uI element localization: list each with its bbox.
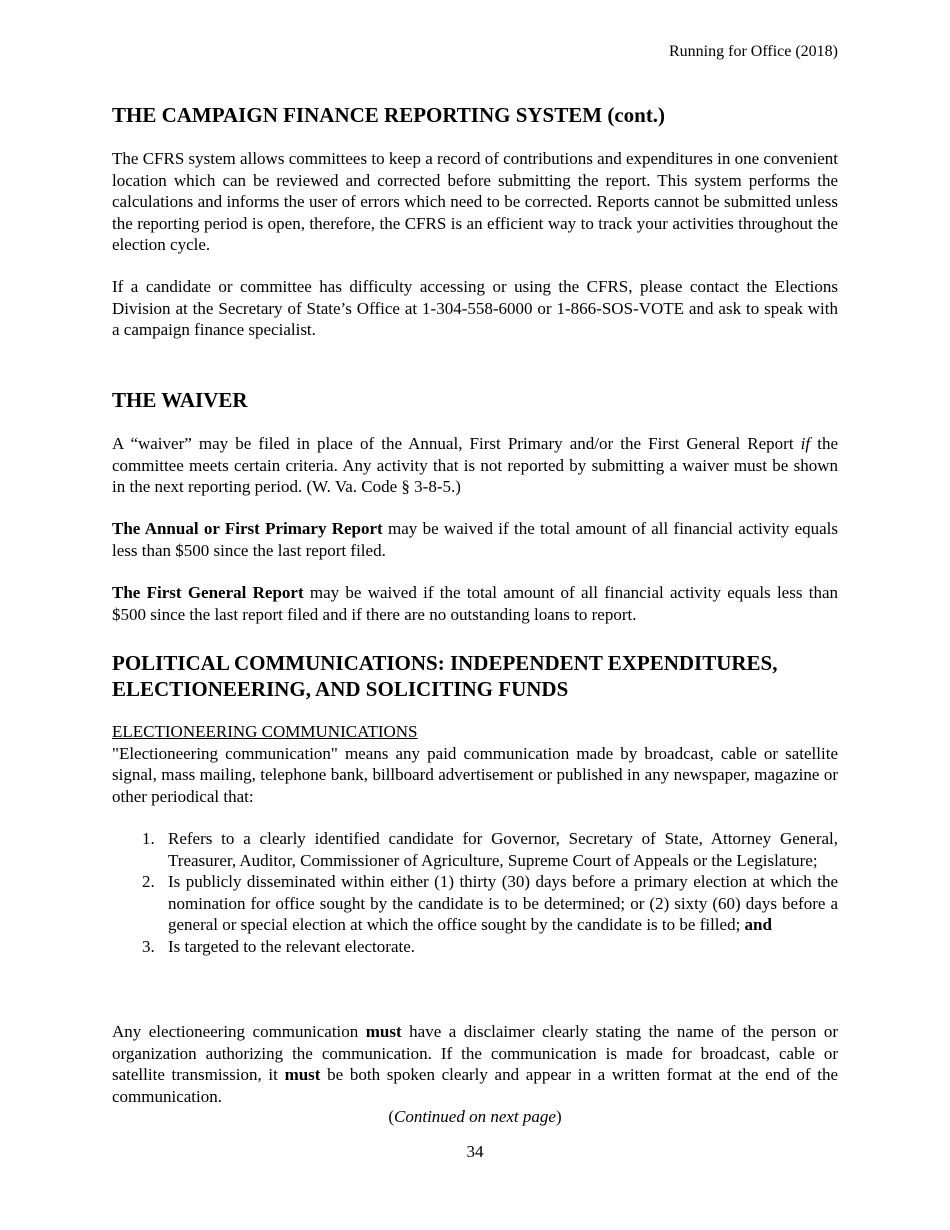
list-item-number: 1. bbox=[142, 829, 155, 848]
list-item-number: 3. bbox=[142, 936, 155, 956]
waiver-heading: THE WAIVER bbox=[112, 388, 248, 412]
disclaimer-paragraph bbox=[112, 1021, 838, 1107]
waiver-p1-text: A “waiver” may be filed in place of the Annual, First Primary and/or the First General Report bbox=[112, 434, 801, 453]
continued-note bbox=[112, 1106, 838, 1128]
continued-open-paren: ( bbox=[388, 1107, 395, 1126]
electioneering-intro: "Electioneering communication" means any paid communication made by broadcast, cable or satellite signal, mass mailing, telephone bank, billboard advertisement or published in any newspaper, magazine or other periodical that: bbox=[112, 743, 838, 806]
page-number: 34 bbox=[466, 1142, 484, 1161]
disclaimer-text-1: Any electioneering communication bbox=[112, 1022, 366, 1041]
cfrs-heading: THE CAMPAIGN FINANCE REPORTING SYSTEM (cont.) bbox=[112, 103, 666, 127]
political-heading bbox=[112, 650, 838, 702]
disclaimer-text-2: have a disclaimer clearly stating the name of the person or organization authorizing the communication. If the communication is made for broadcast, cable or satellite transmission, it bbox=[112, 1022, 838, 1084]
continued-text: Continued on next page bbox=[394, 1107, 556, 1126]
running-head: Running for Office (2018) bbox=[669, 43, 838, 60]
electioneering-block bbox=[112, 721, 838, 807]
waiver-p3-text: may be waived if the total amount of all financial activity equals less than $500 since the last report filed and if there are no outstanding loans to report. bbox=[112, 583, 838, 624]
waiver-p2-text: may be waived if the total amount of all financial activity equals less than $500 since the last report filed. bbox=[112, 519, 839, 560]
political-heading-line-1: POLITICAL COMMUNICATIONS: INDEPENDENT EXPENDITURES, bbox=[112, 651, 778, 675]
waiver-paragraph-3 bbox=[112, 582, 838, 625]
must-emphasis-1: must bbox=[365, 1022, 402, 1041]
list-item-bold-and: and bbox=[744, 915, 772, 934]
cfrs-paragraph-1: The CFRS system allows committees to keep a record of contributions and expenditures in one convenient location which can be reviewed and corrected before submitting the report. This system performs the calculations and informs the user of errors which need to be corrected. Reports cannot be submitted unless the reporting period is open, therefore, the CFRS is an efficient way to track your activities throughout the election cycle. bbox=[112, 149, 838, 254]
waiver-paragraph-1 bbox=[112, 433, 838, 498]
waiver-p1-if: if bbox=[800, 434, 811, 453]
waiver-p1-text-2: the committee meets certain criteria. Any activity that is not reported by submitting a waiver must be shown in the next reporting period. (W. Va. Code § 3-8-5.) bbox=[112, 434, 838, 496]
list-item bbox=[112, 936, 838, 958]
continued-close-paren: ) bbox=[555, 1107, 562, 1126]
list-item-text: Refers to a clearly identified candidate for Governor, Secretary of State, Attorney General, Treasurer, Auditor, Commissioner of Agriculture, Supreme Court of Appeals or the Legislature; bbox=[168, 829, 838, 870]
waiver-paragraph-2 bbox=[112, 518, 838, 561]
political-heading-line-2: ELECTIONEERING, AND SOLICITING FUNDS bbox=[112, 677, 569, 701]
disclaimer-text-3: be both spoken clearly and appear in a written format at the end of the communication. bbox=[112, 1065, 838, 1106]
list-item-text: Is targeted to the relevant electorate. bbox=[168, 936, 416, 956]
list-item-text: Is publicly disseminated within either (1) thirty (30) days before a primary election at which the nomination for office sought by the candidate is to be determined; or (2) sixty (60) days before a general or special election at which the office sought by the candidate is to be filled; bbox=[168, 872, 838, 934]
electioneering-subheading: ELECTIONEERING COMMUNICATIONS bbox=[112, 722, 418, 741]
must-emphasis-2: must bbox=[284, 1065, 321, 1084]
cfrs-paragraph-2: If a candidate or committee has difficulty accessing or using the CFRS, please contact the Elections Division at the Secretary of State’s Office at 1-304-558-6000 or 1-866-SOS-VOTE and ask to speak with a campaign finance specialist. bbox=[112, 277, 838, 339]
list-item bbox=[112, 871, 838, 936]
list-item bbox=[112, 828, 838, 871]
criteria-list bbox=[112, 828, 838, 957]
first-general-report-label: The First General Report bbox=[112, 583, 304, 602]
list-item-number: 2. bbox=[142, 872, 155, 891]
annual-report-label: The Annual or First Primary Report bbox=[112, 519, 383, 538]
